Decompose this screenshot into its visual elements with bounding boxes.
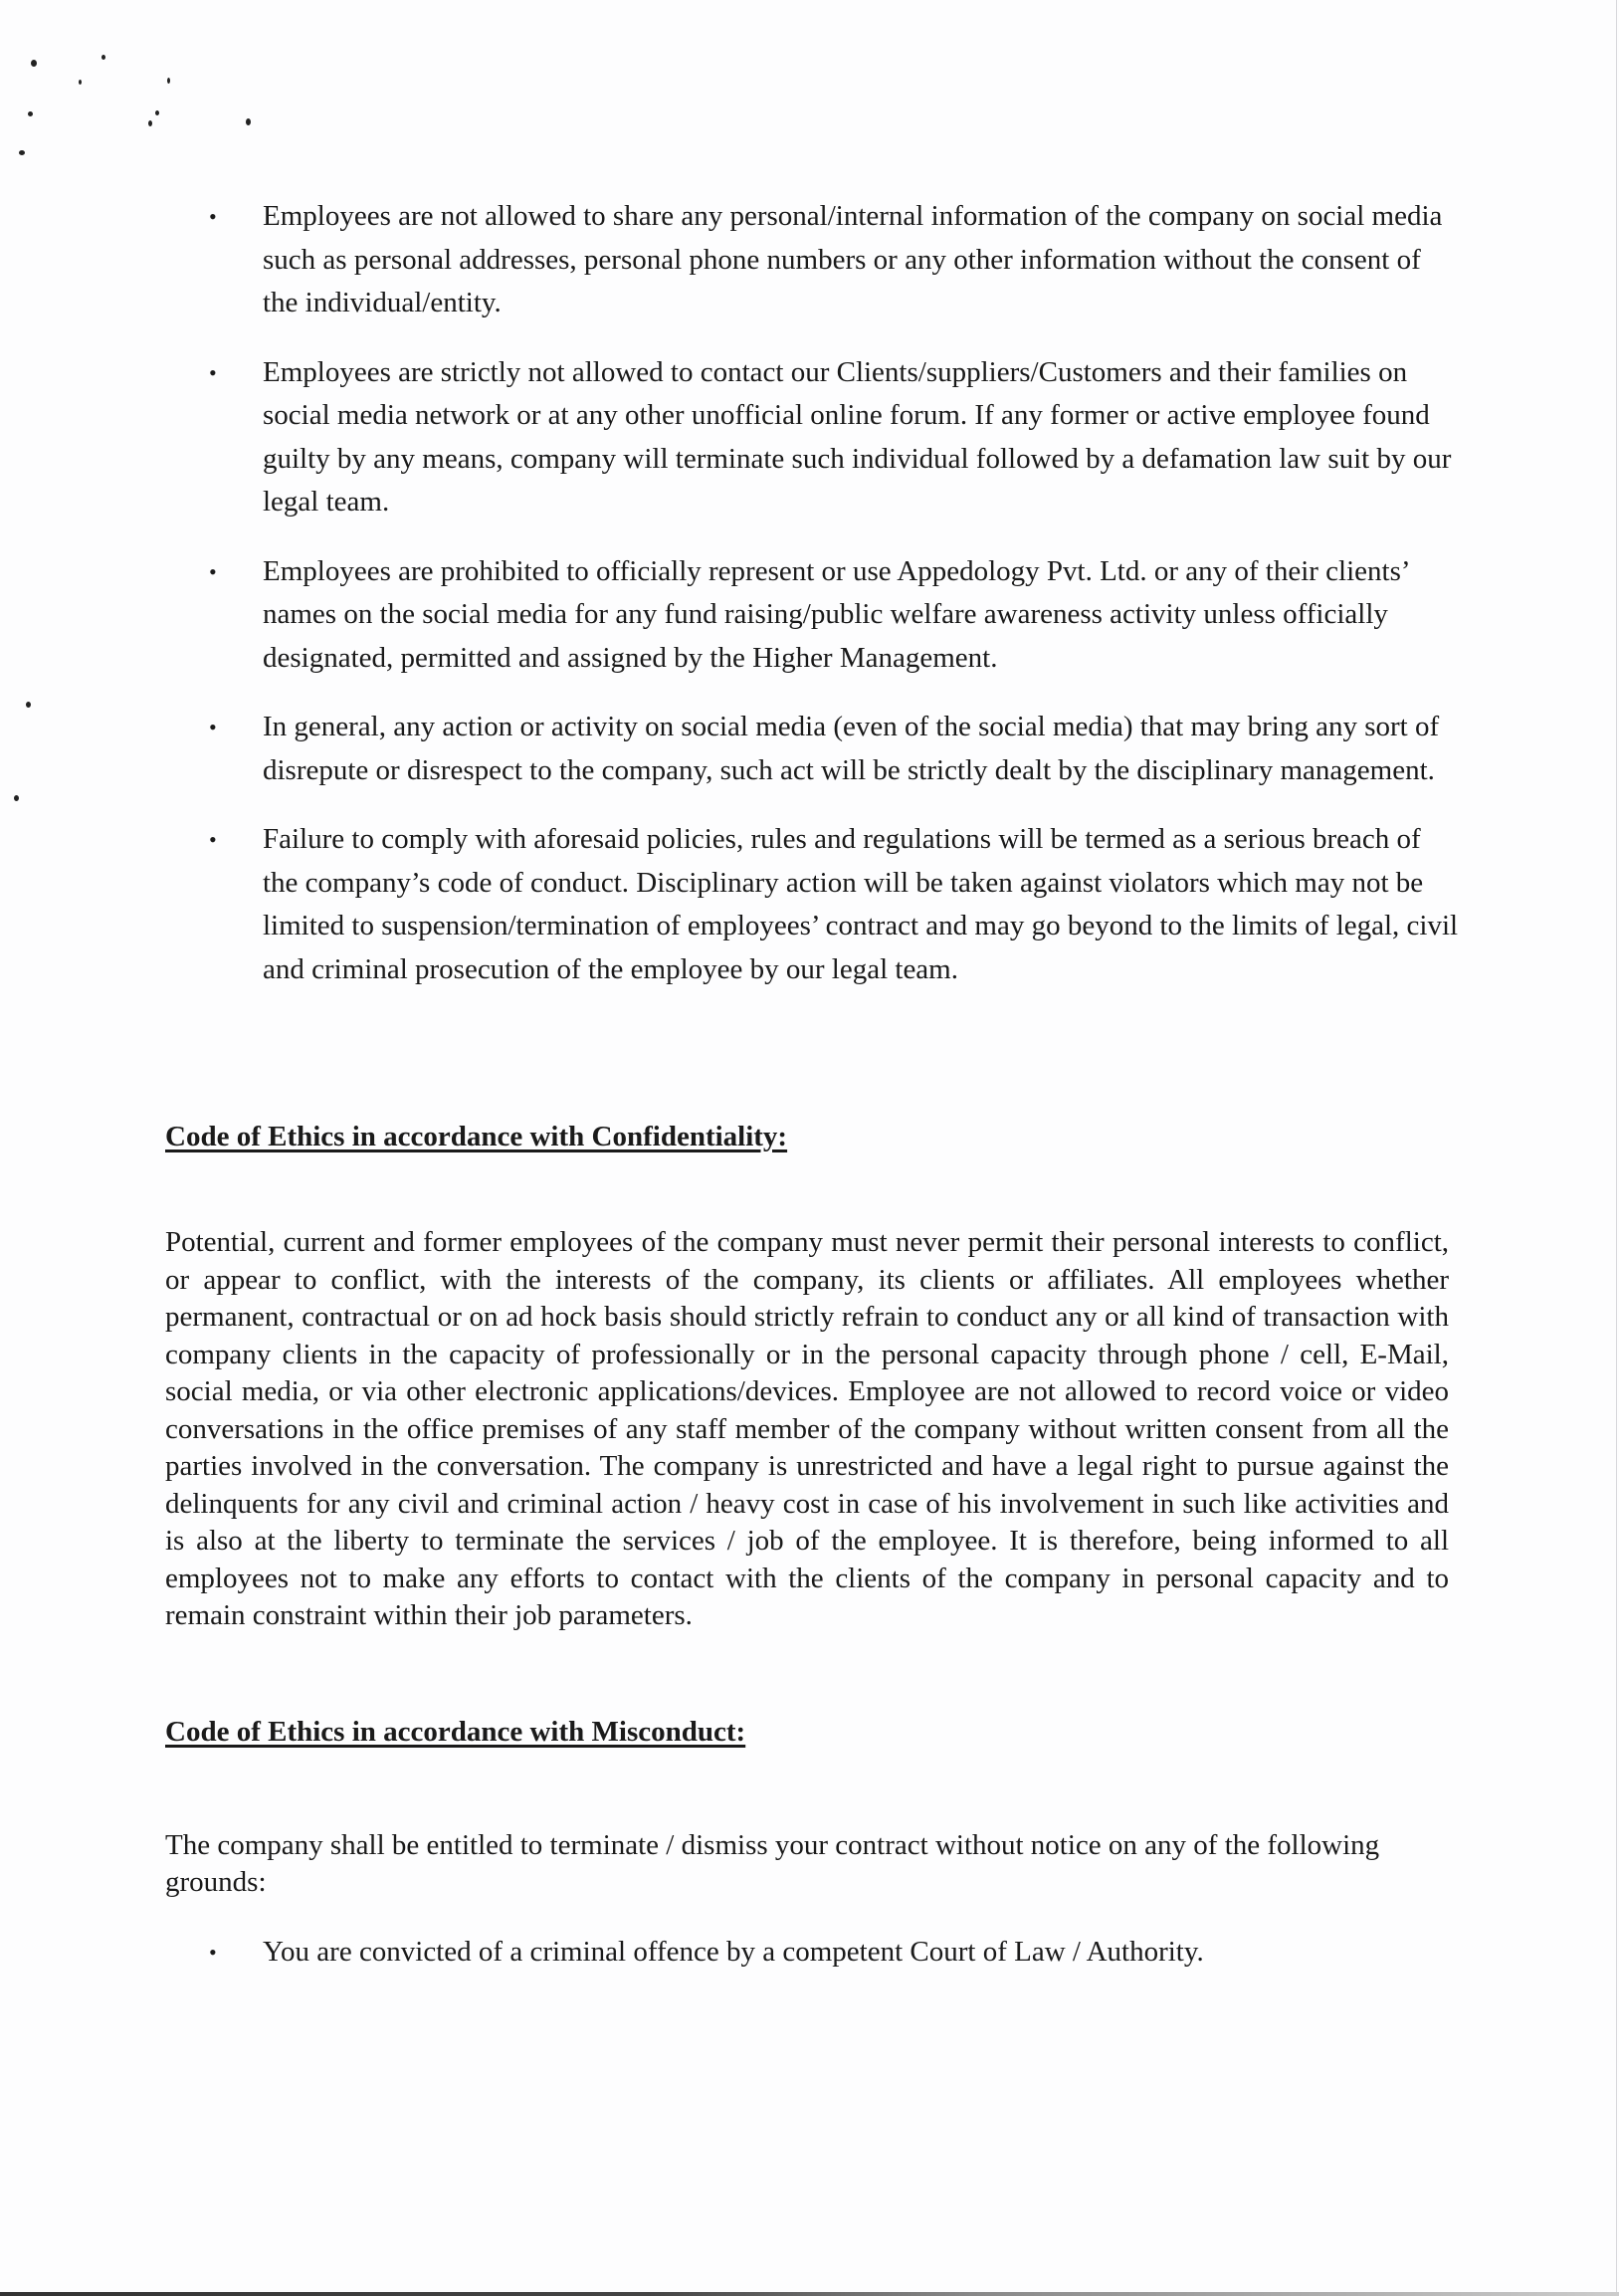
page-edge-right: [1616, 0, 1617, 2296]
list-item: [209, 195, 1463, 325]
list-item-text: Employees are strictly not allowed to contact our Clients/suppliers/Customers and their families on social media network or at any other unofficial online forum. If any former or active employee found guilty by any means, company will terminate such individual followed by a defamation law suit by our legal team.: [263, 355, 1452, 518]
list-item-text: You are convicted of a criminal offence by a competent Court of Law / Authority.: [263, 1936, 1204, 1968]
list-item-text: Employees are not allowed to share any personal/internal information of the company on social media such as personal addresses, personal phone numbers or any other information without the consent of the individual/entity.: [263, 200, 1443, 318]
bullet-icon: •: [209, 715, 217, 739]
bullet-icon: •: [209, 204, 217, 229]
bullet-icon: •: [209, 558, 217, 584]
page-edge-bottom: [0, 2292, 1619, 2296]
list-item: [209, 818, 1463, 991]
misconduct-grounds-list: [209, 1931, 1463, 1975]
list-item-text: In general, any action or activity on social media (even of the social media) that may bring any sort of disrepute or disrespect to the company, such act will be strictly dealt by the disciplinary management.: [263, 711, 1440, 786]
misconduct-heading: Code of Ethics in accordance with Misconduct:: [165, 1716, 746, 1748]
list-item-text: Failure to comply with aforesaid policies, rules and regulations will be termed as a serious breach of the company’s code of conduct. Disciplinary action will be taken against violators which may not be limited to suspension/termination of employees’ contract and may go beyond to the limits of legal, civil and criminal prosecution of the employee by our legal team.: [263, 823, 1459, 985]
list-item-text: Employees are prohibited to officially represent or use Appedology Pvt. Ltd. or any of their clients’ names on the social media for any fund raising/public welfare awareness activity unless officially designated, permitted and assigned by the Higher Management.: [263, 554, 1409, 674]
social-media-policy-list: [209, 195, 1463, 991]
misconduct-intro: The company shall be entitled to terminate / dismiss your contract without notice on any of the following grounds:: [165, 1829, 1380, 1898]
bullet-icon: •: [209, 359, 217, 385]
bullet-icon: •: [209, 1940, 217, 1965]
confidentiality-heading: Code of Ethics in accordance with Confidentiality:: [165, 1121, 788, 1152]
list-item: [209, 550, 1463, 681]
list-item: [209, 1931, 1463, 1975]
list-item: [209, 706, 1463, 792]
bullet-icon: •: [209, 827, 217, 852]
confidentiality-paragraph: Potential, current and former employees of the company must never permit their personal interests to conflict, or appear to conflict, with the interests of the company, its clients or affiliates. All employees whether permanent, contractual or on ad hock basis should strictly refrain to conduct any or all kind of transaction with company clients in the capacity of professionally or in the personal capacity through phone / cell, E-Mail, social media, or via other electronic applications/devices. Employee are not allowed to record voice or video conversations in the office premises of any staff member of the company without written consent from all the parties involved in the conversation. The company is unrestricted and have a legal right to pursue against the delinquents for any civil and criminal action / heavy cost in case of his involvement in such like activities and is also at the liberty to terminate the services / job of the employee. It is therefore, being informed to all employees not to make any efforts to contact with the clients of the company in personal capacity and to remain constraint within their job parameters.: [165, 1226, 1449, 1631]
list-item: [209, 351, 1463, 524]
